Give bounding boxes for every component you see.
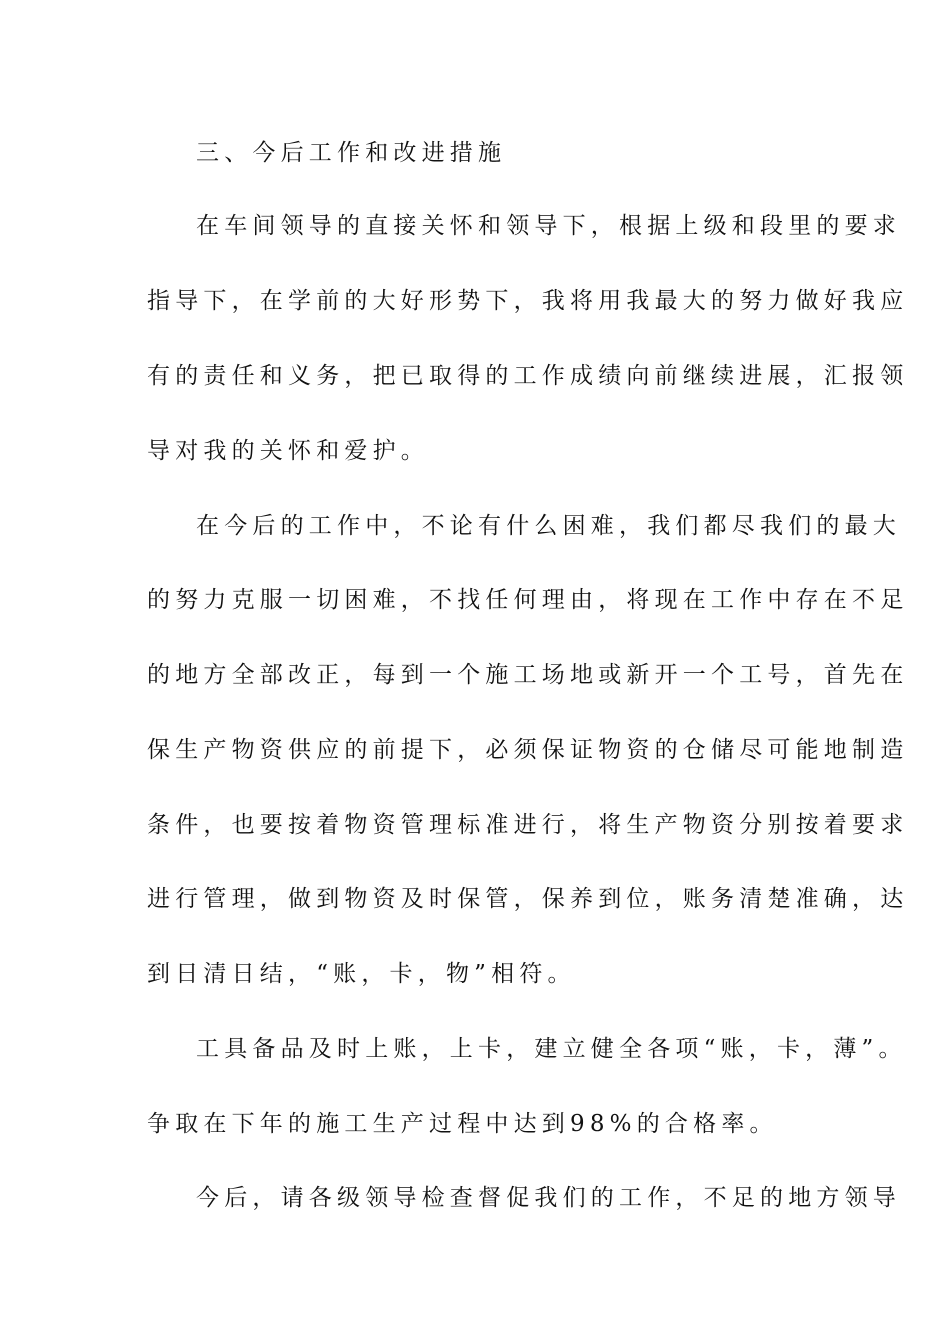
paragraph-line: 争取在下年的施工生产过程中达到98%的合格率。 [147,1111,778,1137]
paragraph-line: 的地方全部改正，每到一个施工场地或新开一个工号，首先在 [147,662,909,688]
paragraph-line: 的努力克服一切困难，不找任何理由，将现在工作中存在不足 [147,587,909,613]
paragraph-line: 进行管理，做到物资及时保管，保养到位，账务清楚准确，达 [147,886,909,912]
section-heading: 三、今后工作和改进措施 [196,140,507,166]
paragraph-line: 到日清日结，“账，卡，物”相符。 [147,961,576,987]
paragraph-line: 导对我的关怀和爱护。 [147,438,429,464]
paragraph-line: 指导下，在学前的大好形势下，我将用我最大的努力做好我应 [147,288,909,314]
paragraph-line: 有的责任和义务，把已取得的工作成绩向前继续进展，汇报领 [147,363,909,389]
paragraph-line: 保生产物资供应的前提下，必须保证物资的仓储尽可能地制造 [147,737,909,763]
paragraph-line: 在今后的工作中，不论有什么困难，我们都尽我们的最大 [196,513,901,539]
paragraph-line: 工具备品及时上账，上卡，建立健全各项“账，卡，薄”。 [196,1036,907,1062]
paragraph-line: 在车间领导的直接关怀和领导下，根据上级和段里的要求 [196,213,901,239]
paragraph-line: 今后，请各级领导检查督促我们的工作，不足的地方领导 [196,1185,901,1211]
paragraph-line: 条件，也要按着物资管理标准进行，将生产物资分别按着要求 [147,812,909,838]
